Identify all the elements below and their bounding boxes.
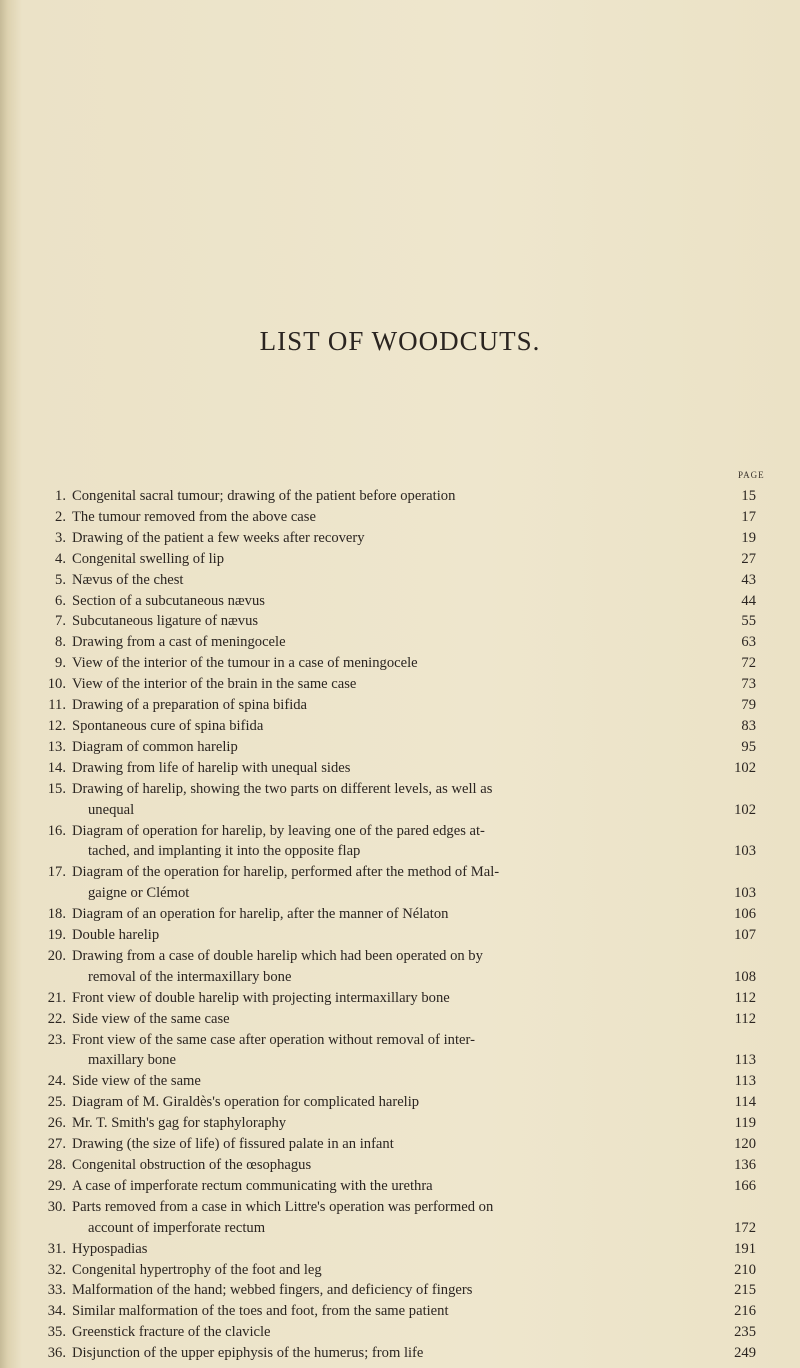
entry-title: Side view of the same [72, 1073, 201, 1090]
list-item [0, 1092, 800, 1113]
entry-title: Diagram of operation for harelip, by leaving one of the pared edges at- [72, 822, 485, 839]
entry-title: Malformation of the hand; webbed fingers, and deficiency of fingers [72, 1282, 473, 1299]
entry-page-number: 216 [734, 1303, 756, 1320]
entry-number: 7. [55, 613, 66, 630]
entry-title: Diagram of common harelip [72, 738, 238, 755]
entry-title: Section of a subcutaneous nævus [72, 592, 265, 609]
list-item [0, 674, 800, 695]
entry-number: 32. [47, 1261, 66, 1278]
list-item [0, 528, 800, 549]
entry-number: 9. [55, 655, 66, 672]
entry-title: Congenital obstruction of the œsophagus [72, 1157, 312, 1173]
entry-title: Drawing from life of harelip with unequal sides [72, 759, 351, 776]
entry-title: Front view of the same case after operation without removal of inter- [72, 1031, 475, 1048]
entry-title: Diagram of an operation for harelip, after the manner of Nélaton [72, 906, 449, 923]
entry-title: Subcutaneous ligature of nævus [72, 613, 259, 630]
entry-page-number: 249 [734, 1345, 756, 1362]
list-item [0, 1280, 800, 1301]
entry-title-continued: unequal [88, 801, 135, 818]
list-item [0, 1260, 800, 1281]
entry-title: Double harelip [72, 927, 160, 944]
entry-number: 12. [47, 717, 66, 734]
list-item [0, 591, 800, 612]
entry-title: View of the interior of the tumour in a case of meningocele [72, 655, 418, 672]
entry-title: Drawing of the patient a few weeks after recovery [72, 529, 365, 546]
entry-number: 6. [55, 592, 66, 609]
list-item [0, 1113, 800, 1134]
page-title: LIST OF WOODCUTS. [259, 326, 541, 356]
entry-page-number: 55 [741, 613, 756, 630]
entry-number: 16. [47, 822, 66, 839]
entry-number: 2. [55, 508, 66, 525]
entry-page-number: 95 [741, 738, 756, 755]
entry-page-number: 27 [741, 550, 756, 567]
list-item [0, 1301, 800, 1322]
entry-title-continued: gaigne or Clémot [88, 885, 190, 902]
entry-title: Parts removed from a case in which Littre's operation was performed on [72, 1198, 494, 1215]
entry-page-number: 120 [734, 1136, 756, 1153]
entry-number: 5. [55, 571, 66, 588]
entry-page-number: 166 [734, 1177, 756, 1194]
entry-number: 10. [47, 676, 66, 693]
entry-title: Congenital swelling of lip [72, 550, 225, 567]
entry-number: 17. [47, 864, 66, 881]
entry-title: Diagram of the operation for harelip, performed after the method of Mal- [72, 864, 500, 881]
entry-title: Drawing from a case of double harelip which had been operated on by [72, 947, 483, 964]
list-item [0, 716, 800, 737]
entry-page-number: 119 [734, 1115, 756, 1132]
entry-page-number: 235 [734, 1324, 756, 1341]
entry-title: Similar malformation of the toes and foot, from the same patient [72, 1303, 449, 1320]
entry-number: 1. [55, 488, 66, 504]
entry-number: 36. [47, 1345, 66, 1362]
entry-number: 34. [47, 1303, 66, 1320]
entry-page-number: 112 [734, 989, 756, 1006]
entry-number: 20. [47, 947, 66, 964]
entry-title-continued: maxillary bone [88, 1052, 176, 1069]
entry-number: 27. [47, 1136, 66, 1153]
list-item [0, 737, 800, 758]
list-item [0, 1030, 800, 1072]
list-item [0, 653, 800, 674]
entry-page-number: 15 [741, 488, 756, 504]
list-item [0, 570, 800, 591]
entry-title: Hypospadias [72, 1240, 148, 1257]
entry-page-number: 72 [741, 655, 756, 672]
entry-title: Greenstick fracture of the clavicle [72, 1324, 271, 1341]
entry-page-number: 73 [741, 676, 756, 693]
list-item [0, 1239, 800, 1260]
entry-page-number: 63 [741, 634, 756, 651]
list-item [0, 507, 800, 528]
entry-title: Drawing from a cast of meningocele [72, 634, 286, 651]
list-item [0, 1176, 800, 1197]
entry-page-number: 108 [734, 968, 756, 985]
entry-number: 8. [55, 634, 66, 651]
woodcut-list [0, 486, 800, 1364]
list-item [0, 632, 800, 653]
entry-title: A case of imperforate rectum communicating with the urethra [72, 1177, 433, 1194]
list-item [0, 904, 800, 925]
entry-page-number: 210 [734, 1261, 756, 1278]
entry-title: The tumour removed from the above case [72, 508, 316, 525]
entry-title: Congenital sacral tumour; drawing of the patient before operation [72, 488, 456, 504]
list-item [0, 1343, 800, 1364]
entry-number: 18. [47, 906, 66, 923]
entry-title: Front view of double harelip with projecting intermaxillary bone [72, 989, 450, 1006]
entry-number: 4. [55, 550, 66, 567]
list-item [0, 1071, 800, 1092]
list-item [0, 758, 800, 779]
entry-title-continued: tached, and implanting it into the opposite flap [88, 843, 361, 860]
entry-number: 11. [48, 697, 66, 714]
entry-number: 13. [47, 738, 66, 755]
entry-title: Drawing (the size of life) of fissured palate in an infant [72, 1136, 394, 1153]
entry-number: 31. [47, 1240, 66, 1257]
entry-page-number: 103 [734, 843, 756, 860]
entry-page-number: 102 [734, 801, 756, 818]
entry-title-continued: removal of the intermaxillary bone [88, 968, 292, 985]
list-item [0, 549, 800, 570]
entry-number: 28. [47, 1157, 66, 1173]
entry-page-number: 19 [741, 529, 756, 546]
entry-page-number: 83 [741, 717, 756, 734]
entry-page-number: 44 [741, 592, 756, 609]
list-item [0, 925, 800, 946]
list-item [0, 779, 800, 821]
entry-title: Mr. T. Smith's gag for staphyloraphy [72, 1115, 287, 1132]
entry-title: Disjunction of the upper epiphysis of the humerus; from life [72, 1345, 424, 1362]
entry-number: 26. [47, 1115, 66, 1132]
entry-page-number: 136 [734, 1157, 756, 1173]
entry-number: 22. [47, 1010, 66, 1027]
entry-page-number: 107 [734, 927, 756, 944]
entry-page-number: 106 [734, 906, 756, 923]
entry-page-number: 102 [734, 759, 756, 776]
entry-title: Drawing of harelip, showing the two parts on different levels, as well as [72, 780, 493, 797]
list-item [0, 1134, 800, 1155]
list-item [0, 988, 800, 1009]
entry-number: 24. [47, 1073, 66, 1090]
entry-title: Drawing of a preparation of spina bifida [72, 697, 308, 714]
entry-number: 3. [55, 529, 66, 546]
list-item [0, 486, 800, 507]
entry-page-number: 43 [741, 571, 756, 588]
entry-page-number: 112 [734, 1010, 756, 1027]
entry-number: 14. [47, 759, 66, 776]
entry-page-number: 114 [734, 1094, 756, 1111]
entry-number: 19. [47, 927, 66, 944]
list-item [0, 1009, 800, 1030]
entry-page-number: 191 [734, 1240, 756, 1257]
entry-number: 35. [47, 1324, 66, 1341]
entry-number: 29. [47, 1177, 66, 1194]
entry-title: Side view of the same case [72, 1010, 230, 1027]
list-item [0, 946, 800, 988]
entry-number: 25. [47, 1094, 66, 1111]
entry-title: Congenital hypertrophy of the foot and leg [72, 1261, 322, 1278]
entry-number: 30. [47, 1198, 66, 1215]
entry-number: 15. [47, 780, 66, 797]
entry-title: Spontaneous cure of spina bifida [72, 717, 264, 734]
entry-page-number: 79 [741, 697, 756, 714]
entry-title: Nævus of the chest [72, 571, 184, 588]
list-item [0, 1197, 800, 1239]
entry-number: 21. [47, 989, 66, 1006]
list-item [0, 1155, 800, 1176]
list-item [0, 1322, 800, 1343]
entry-page-number: 103 [734, 885, 756, 902]
entry-page-number: 215 [734, 1282, 756, 1299]
entry-number: 23. [47, 1031, 66, 1048]
entry-title: Diagram of M. Giraldès's operation for complicated harelip [72, 1094, 420, 1111]
entry-page-number: 172 [734, 1219, 756, 1236]
list-item [0, 611, 800, 632]
entry-page-number: 113 [734, 1052, 756, 1069]
entry-page-number: 113 [734, 1073, 756, 1090]
entry-title-continued: account of imperforate rectum [88, 1219, 266, 1236]
entry-title: View of the interior of the brain in the same case [72, 676, 357, 693]
page-column-label: PAGE [738, 470, 765, 480]
list-item [0, 695, 800, 716]
entry-page-number: 17 [741, 508, 756, 525]
list-item [0, 821, 800, 863]
list-item [0, 862, 800, 904]
entry-number: 33. [47, 1282, 66, 1299]
